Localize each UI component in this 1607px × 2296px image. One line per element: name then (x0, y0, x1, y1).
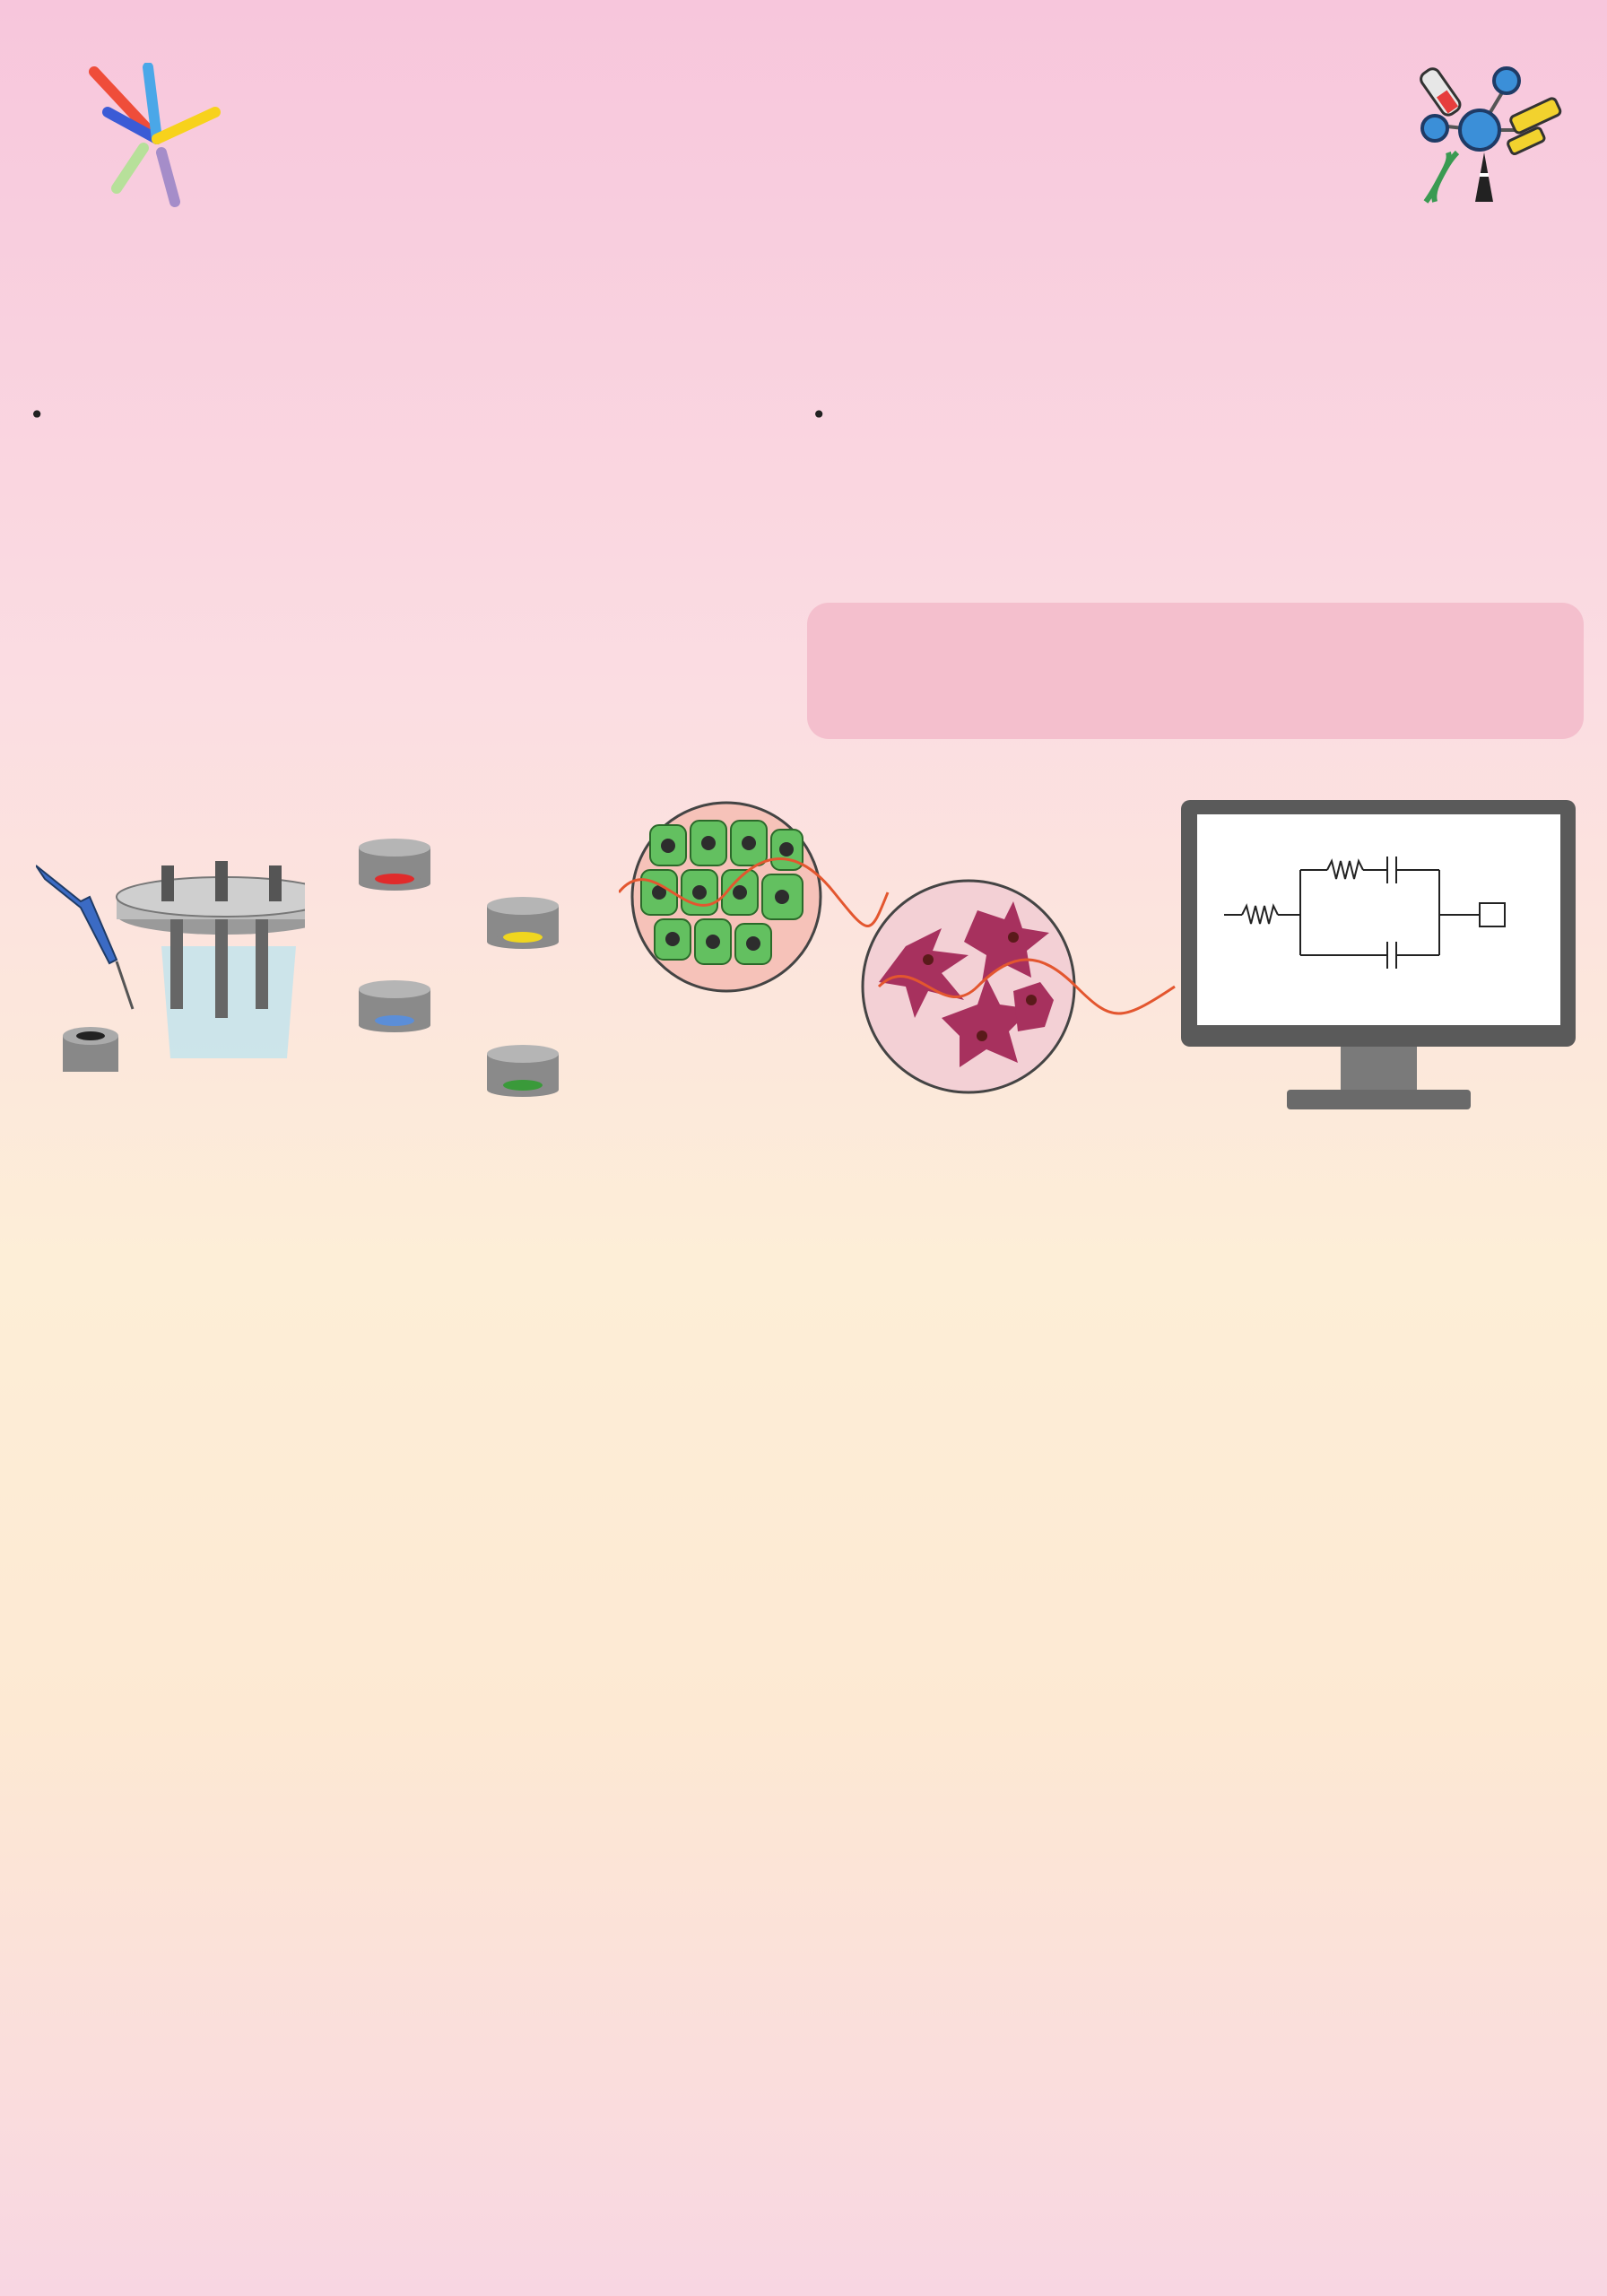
science-molecule-icon (1408, 58, 1578, 206)
electrode-fa-chi-go-icon (482, 897, 563, 951)
cell-lines-illustration (619, 794, 1193, 1135)
cilj-box (807, 603, 1584, 739)
electrode-bsa-go-icon (354, 839, 435, 892)
sparkle-logo-icon (72, 63, 233, 215)
electrode-cell-illustration (36, 852, 305, 1094)
electrode-liz-mwcnts-icon (482, 1045, 563, 1099)
electrode-pvp-pani-icon (354, 980, 435, 1034)
computer-monitor-illustration (1179, 798, 1578, 1121)
